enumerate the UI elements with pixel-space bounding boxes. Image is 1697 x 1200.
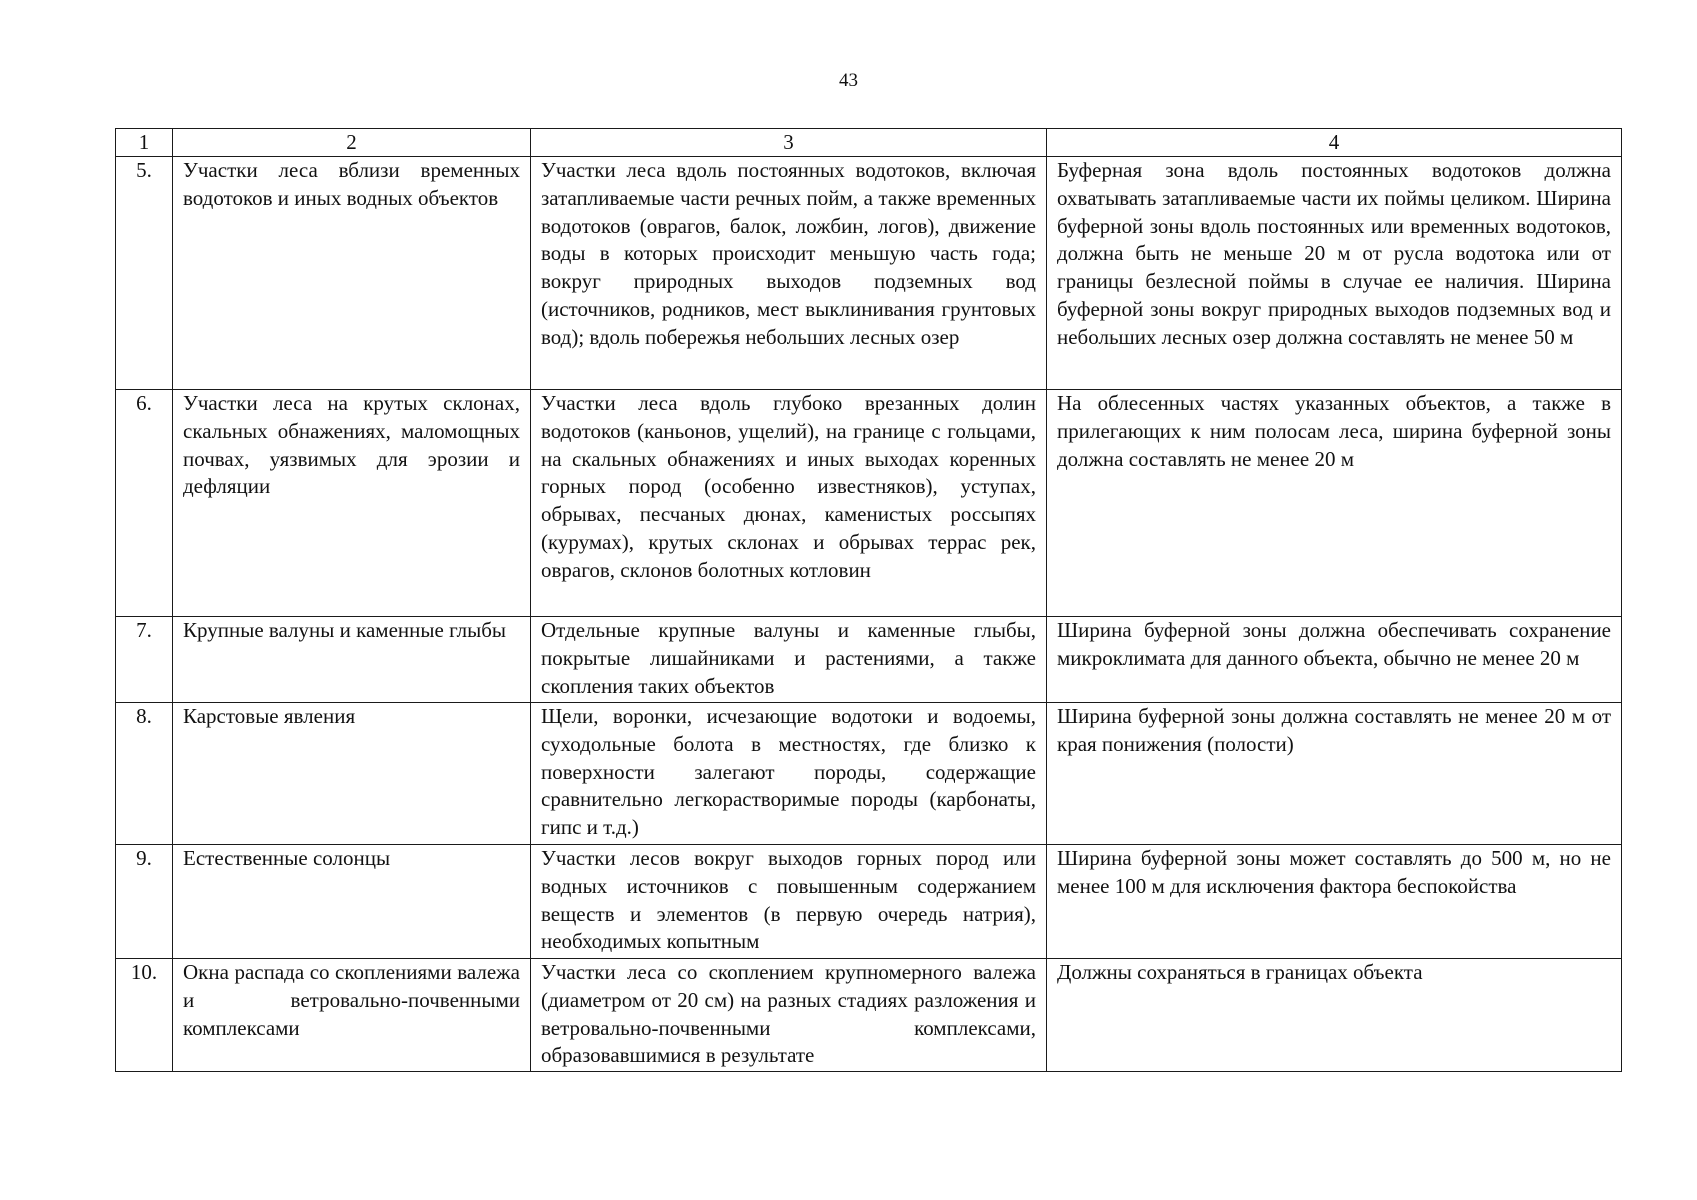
object-description: Участки леса вдоль глубоко врезанных долин водотоков (каньонов, ущелий), на границе с гольцами, на скальных обнажениях и иных выходах коренных горных пород (особенно известняков), уступах, обрывах, песчаных дюнах, каменистых россыпях (курумах), крутых склонах и обрывах террас рек, оврагов, склонов болотных котловин: [531, 390, 1047, 617]
table-row: [116, 390, 1622, 617]
object-description: Отдельные крупные валуны и каменные глыбы, покрытые лишайниками и растениями, а также скопления таких объектов: [531, 617, 1047, 703]
object-name: Участки леса вблизи временных водотоков и иных водных объектов: [173, 157, 531, 390]
buffer-zone-rule: Буферная зона вдоль постоянных водотоков должна охватывать затапливаемые части их поймы целиком. Ширина буферной зоны вдоль постоянных или временных водотоков, должна быть не меньше 20 м от русла водотока или от границы безлесной поймы в случае ее наличия. Ширина буферной зоны вокруг природных выходов подземных вод и небольших лесных озер должна составлять не менее 50 м: [1047, 157, 1622, 390]
column-header: 2: [173, 129, 531, 157]
object-name: Окна распада со скоплениями валежа и ветровально-почвенными комплексами: [173, 959, 531, 1072]
object-description: Участки леса вдоль постоянных водотоков, включая затапливаемые части речных пойм, а также временных водотоков (оврагов, балок, ложбин, логов), движение воды в которых происходит меньшую часть года; вокруг природных выходов подземных вод (источников, родников, мест выклинивания грунтовых вод); вдоль побережья небольших лесных озер: [531, 157, 1047, 390]
buffer-zone-rule: Ширина буферной зоны может составлять до 500 м, но не менее 100 м для исключения фактора беспокойства: [1047, 845, 1622, 959]
row-number: 10.: [116, 959, 173, 1072]
table-row: [116, 157, 1622, 390]
table-header-row: [116, 129, 1622, 157]
row-number: 5.: [116, 157, 173, 390]
page-number: 43: [839, 70, 858, 91]
object-description: Участки лесов вокруг выходов горных пород или водных источников с повышенным содержанием веществ и элементов (в первую очередь натрия), необходимых копытным: [531, 845, 1047, 959]
object-name: Крупные валуны и каменные глыбы: [173, 617, 531, 703]
column-header: 3: [531, 129, 1047, 157]
table-row: [116, 703, 1622, 845]
buffer-zone-rule: На облесенных частях указанных объектов, а также в прилегающих к ним полосам леса, ширина буферной зоны должна составлять не менее 20 м: [1047, 390, 1622, 617]
buffer-zone-rule: Ширина буферной зоны должна обеспечивать сохранение микроклимата для данного объекта, обычно не менее 20 м: [1047, 617, 1622, 703]
object-description: Участки леса со скоплением крупномерного валежа (диаметром от 20 см) на разных стадиях разложения и ветровально-почвенными комплексами, образовавшимися в результате: [531, 959, 1047, 1072]
row-number: 7.: [116, 617, 173, 703]
buffer-zone-rule: Должны сохраняться в границах объекта: [1047, 959, 1622, 1072]
table-row: [116, 845, 1622, 959]
row-number: 9.: [116, 845, 173, 959]
column-header: 1: [116, 129, 173, 157]
objects-table: [115, 128, 1622, 1072]
table-row: [116, 959, 1622, 1072]
row-number: 6.: [116, 390, 173, 617]
buffer-zone-rule: Ширина буферной зоны должна составлять не менее 20 м от края понижения (полости): [1047, 703, 1622, 845]
table-row: [116, 617, 1622, 703]
row-number: 8.: [116, 703, 173, 845]
object-name: Естественные солонцы: [173, 845, 531, 959]
object-name: Участки леса на крутых склонах, скальных обнажениях, маломощных почвах, уязвимых для эрозии и дефляции: [173, 390, 531, 617]
column-header: 4: [1047, 129, 1622, 157]
object-name: Карстовые явления: [173, 703, 531, 845]
object-description: Щели, воронки, исчезающие водотоки и водоемы, суходольные болота в местностях, где близко к поверхности залегают породы, содержащие сравнительно легкорастворимые породы (карбонаты, гипс и т.д.): [531, 703, 1047, 845]
